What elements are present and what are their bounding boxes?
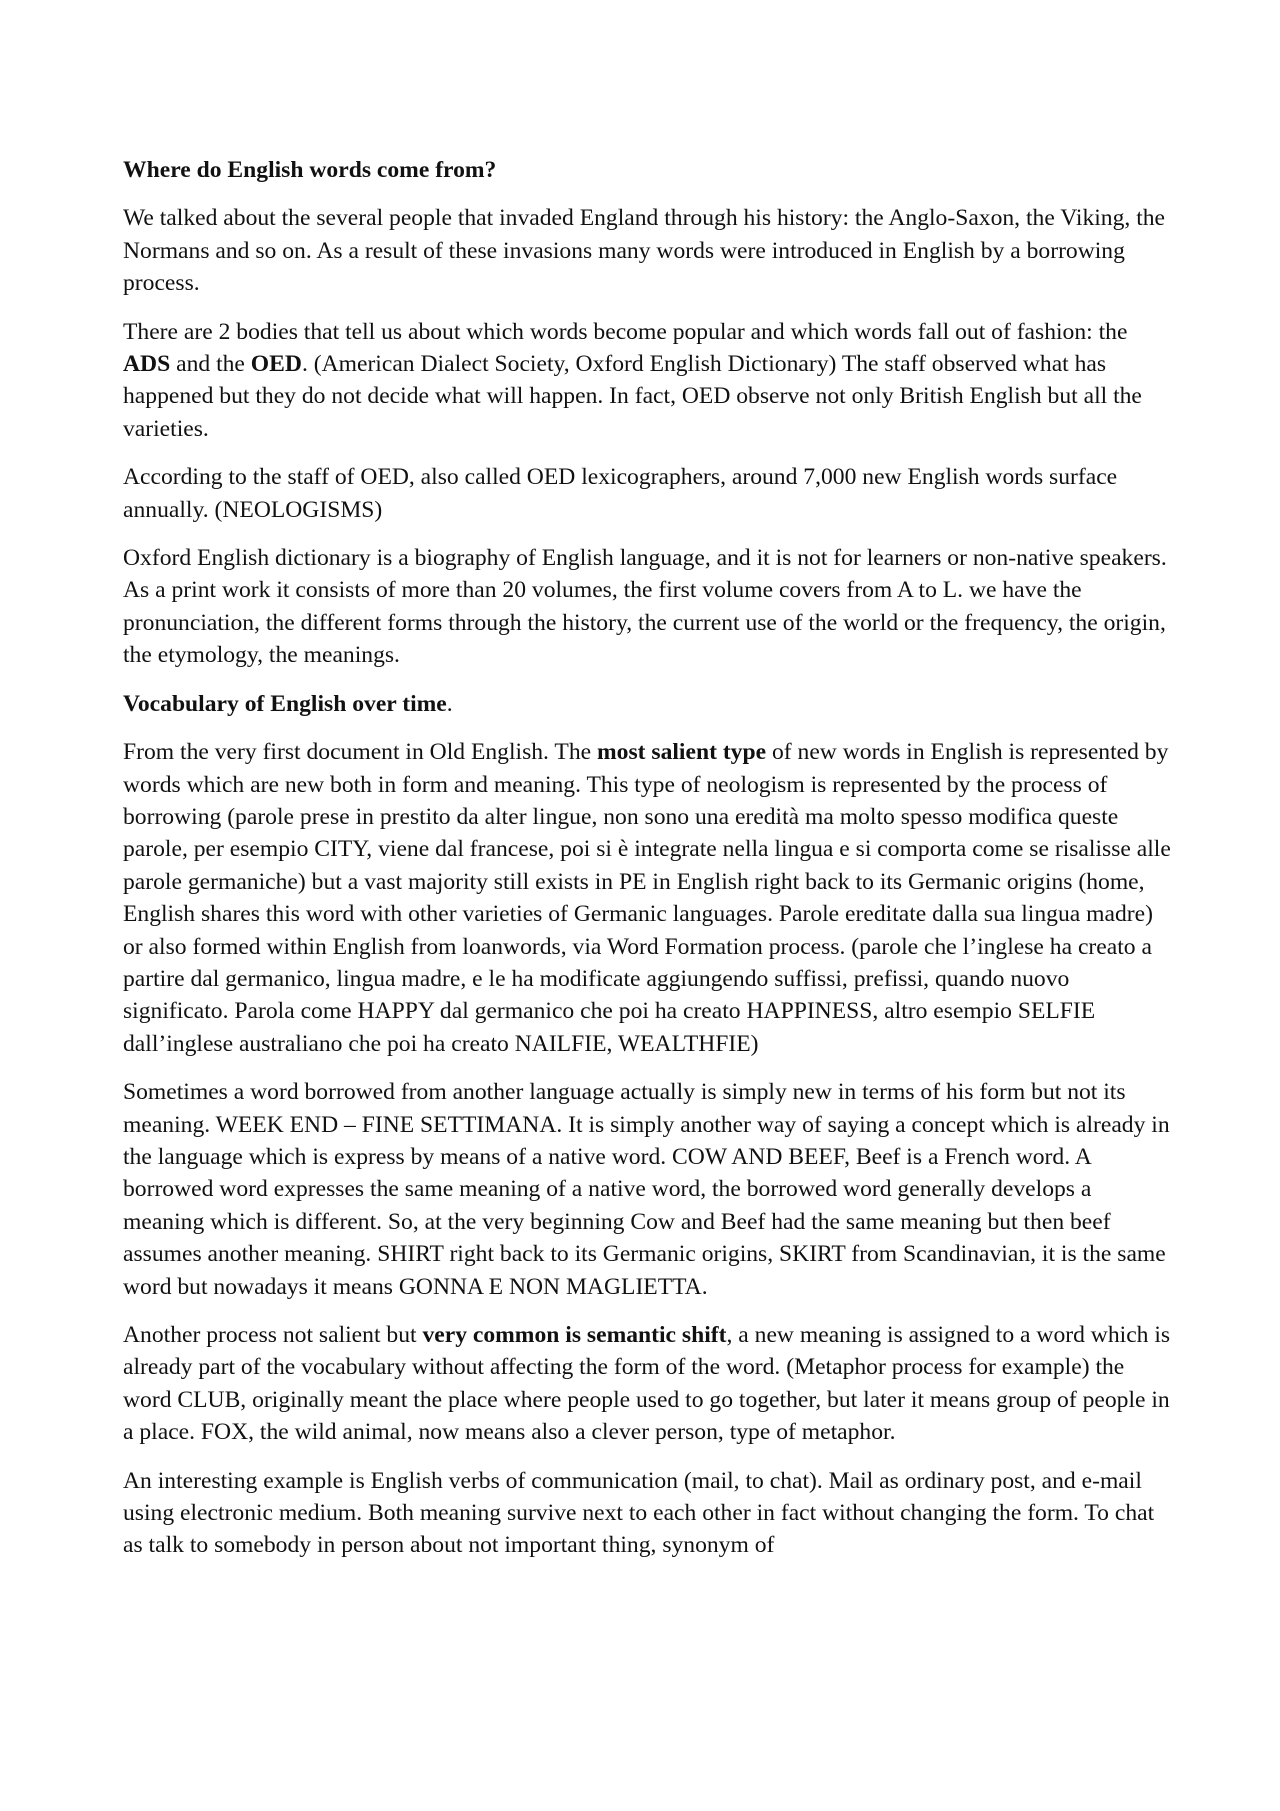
heading-text: Vocabulary of English over time bbox=[123, 690, 447, 717]
paragraph-neologisms: According to the staff of OED, also called OED lexicographers, around 7,000 new English words surface annually. (NEOLOGISMS) bbox=[123, 464, 1118, 523]
paragraph-invasions: We talked about the several people that invaded England through his history: the Anglo-Saxon, the Viking, the Normans and so on. As a result of these invasions many words were introduced in English by a borrowing process. bbox=[123, 205, 1166, 297]
paragraph-verbs-of-communication: An interesting example is English verbs of communication (mail, to chat). Mail as ordinary post, and e-mail using electronic medium. Both meaning survive next to each other in fact without changing the form. To chat as talk to somebody in person about not important thing, synonym of bbox=[123, 1467, 1155, 1559]
heading-punct: . bbox=[446, 690, 453, 717]
paragraph-ads-oed bbox=[123, 316, 1173, 446]
heading-vocabulary-over-time bbox=[123, 688, 1173, 720]
text-run: Another process not salient but bbox=[123, 1322, 423, 1348]
text-run: of new words in English is represented by words which are new both in form and meaning. This type of neologism is represented by the process of borrowing (parole prese in prestito da alter lingue, non sono una eredità ma molto spesso modifica queste parole, per esempio CITY, viene dal francese, poi si è integrate nella lingua e si comporta come se risalisse alle parole germaniche) but a vast majority still exists in PE in English right back to its Germanic origins (home, English shares this word with other varieties of Germanic languages. Parole ereditate dalla sua lingua madre) or also formed within English from loanwords, via Word Formation process. (parole che l’inglese ha creato a partire dal germanico, lingua madre, e le ha modificate aggiungendo suffissi, prefissi, quando nuovo significato. Parola come HAPPY dal germanico che poi ha creato HAPPINESS, altro esempio SELFIE dall’inglese australiano che poi ha creato NAILFIE, WEALTHFIE) bbox=[123, 739, 1171, 1057]
heading-where-do-english-words-come-from: Where do English words come from? bbox=[123, 157, 497, 183]
paragraph-borrowed-meaning: Sometimes a word borrowed from another language actually is simply new in terms of his form but not its meaning. WEEK END – FINE SETTIMANA. It is simply another way of saying a concept which is already in the language which is express by means of a native word. COW AND BEEF, Beef is a French word. A borrowed word expresses the same meaning of a native word, the borrowed word generally develops a meaning which is different. So, at the very beginning Cow and Beef had the same meaning but then beef assumes another meaning. SHIRT right back to its Germanic origins, SKIRT from Scandinavian, it is the same word but nowadays it means GONNA E NON MAGLIETTA. bbox=[123, 1079, 1170, 1300]
text-run: There are 2 bodies that tell us about which words become popular and which words fall out of fashion: the bbox=[123, 318, 1128, 345]
text-run: From the very first document in Old English. The bbox=[123, 739, 597, 766]
bold-ads: ADS bbox=[123, 351, 171, 378]
bold-most-salient-type: most salient type bbox=[597, 739, 767, 766]
bold-semantic-shift: very common is semantic shift bbox=[422, 1322, 727, 1348]
text-run: and the bbox=[170, 351, 251, 378]
paragraph-semantic-shift bbox=[123, 1319, 1173, 1449]
text-run: , a new meaning is assigned to a word which is already part of the vocabulary without affecting the form of the word. (Metaphor process for example) the word CLUB, originally meant the place where people used to go together, but later it means group of people in a place. FOX, the wild animal, now means also a clever person, type of metaphor. bbox=[123, 1322, 1171, 1446]
document-body bbox=[123, 154, 1173, 1578]
paragraph-oxford-dictionary: Oxford English dictionary is a biography of English language, and it is not for learners or non-native speakers. As a print work it consists of more than 20 volumes, the first volume covers from A to L. we have the pronunciation, the different forms through the history, the current use of the world or the frequency, the origin, the etymology, the meanings. bbox=[123, 545, 1167, 669]
bold-oed: OED bbox=[250, 351, 302, 378]
text-run: . (American Dialect Society, Oxford English Dictionary) The staff observed what has happened but they do not decide what will happen. In fact, OED observe not only British English but all the varieties. bbox=[123, 351, 1142, 442]
paragraph-borrowing bbox=[123, 736, 1173, 1060]
